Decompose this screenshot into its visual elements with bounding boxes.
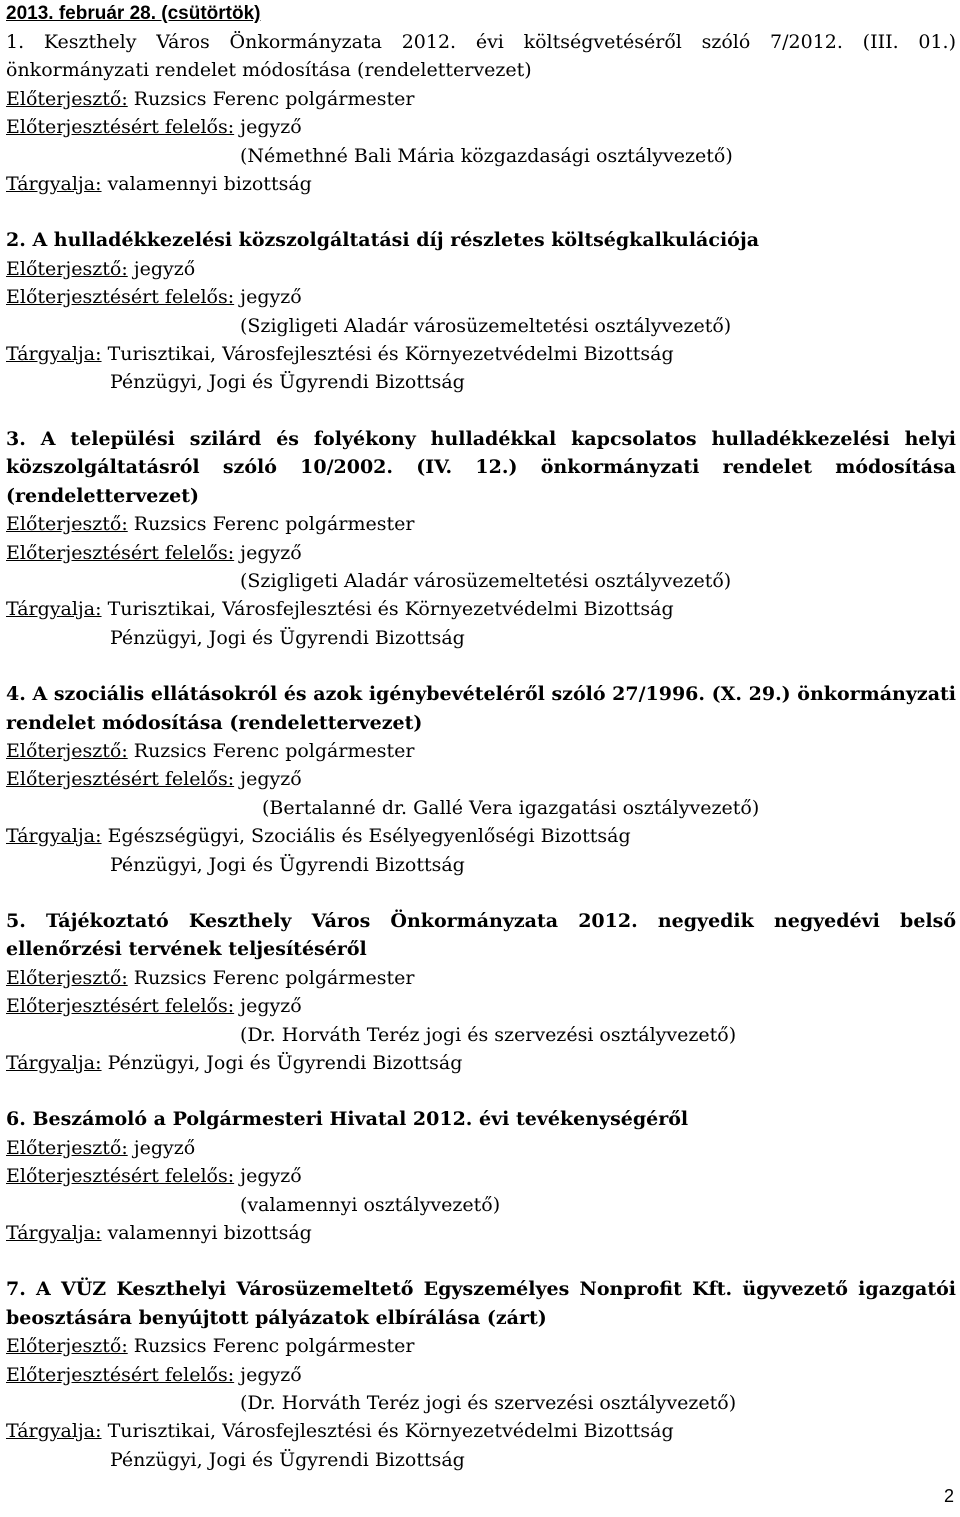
spacer [6,652,956,680]
spacer [6,1247,956,1275]
agenda-item-title: 1. Keszthely Város Önkormányzata 2012. évi költségvetéséről szóló 7/2012. (III. 01.) önkormányzati rendelet módosítása (rendelettervezet) [6,31,956,82]
presenter-label: Előterjesztő: [6,513,128,536]
presenter-value: jegyző [127,257,196,280]
agenda-item-title: 2. A hulladékkezelési közszolgáltatási díj részletes költségkalkulációja [6,229,760,252]
presenter-row [6,1332,956,1360]
spacer [6,397,956,425]
presenter-label: Előterjesztő: [6,87,128,110]
presenter-row [6,737,956,765]
responsible-detail: (Szigligeti Aladár városüzemeltetési osztályvezető) [240,569,732,592]
spacer [6,198,956,226]
presenter-label: Előterjesztő: [6,257,128,280]
responsible-label: Előterjesztésért felelős: [6,995,235,1018]
presenter-row [6,964,956,992]
discussed-value: Turisztikai, Városfejlesztési és Környezetvédelmi Bizottság [101,343,674,366]
presenter-row [6,510,956,538]
spacer [6,879,956,907]
responsible-row [6,283,956,311]
discussed-value: Egészségügyi, Szociális és Esélyegyenlőségi Bizottság [101,825,631,848]
responsible-detail: (Bertalanné dr. Gallé Vera igazgatási osztályvezető) [262,796,760,819]
discussed-extra: Pénzügyi, Jogi és Ügyrendi Bizottság [110,853,465,876]
responsible-value: jegyző [234,1165,302,1188]
presenter-row [6,85,956,113]
responsible-row [6,765,956,793]
agenda-item-2 [6,226,956,396]
discussed-value: Turisztikai, Városfejlesztési és Környezetvédelmi Bizottság [101,1420,674,1443]
discussed-value: valamennyi bizottság [101,1222,312,1245]
agenda-item-title: 3. A települési szilárd és folyékony hulladékkal kapcsolatos hulladékkezelési helyi közszolgáltatásról szóló 10/2002. (IV. 12.) önkormányzati rendelet módosítása (rendelettervezet) [6,427,956,507]
presenter-value: Ruzsics Ferenc polgármester [127,87,415,110]
presenter-value: Ruzsics Ferenc polgármester [127,1335,415,1358]
agenda-item-title: 4. A szociális ellátásokról és azok igénybevételéről szóló 27/1996. (X. 29.) önkormányzati rendelet módosítása (rendelettervezet) [6,683,956,734]
meeting-date: 2013. február 28. (csütörtök) [6,3,261,24]
presenter-value: Ruzsics Ferenc polgármester [127,513,415,536]
responsible-value: jegyző [234,768,302,791]
discussed-label: Tárgyalja: [6,343,102,366]
responsible-detail: (valamennyi osztályvezető) [240,1193,501,1216]
responsible-label: Előterjesztésért felelős: [6,116,235,139]
discussed-row [6,340,956,368]
discussed-row [6,595,956,623]
responsible-row [6,1361,956,1389]
responsible-label: Előterjesztésért felelős: [6,1363,235,1386]
presenter-value: jegyző [127,1136,196,1159]
responsible-row [6,992,956,1020]
responsible-value: jegyző [234,286,302,309]
responsible-value: jegyző [234,1363,302,1386]
spacer [6,1077,956,1105]
responsible-detail: (Dr. Horváth Teréz jogi és szervezési osztályvezető) [240,1023,737,1046]
document-page [6,0,956,1474]
responsible-value: jegyző [234,995,302,1018]
responsible-value: jegyző [234,116,302,139]
presenter-label: Előterjesztő: [6,966,128,989]
responsible-row [6,1162,956,1190]
discussed-row [6,1417,956,1445]
discussed-row [6,1049,956,1077]
page-number: 2 [943,1486,954,1506]
discussed-extra: Pénzügyi, Jogi és Ügyrendi Bizottság [110,1448,465,1471]
presenter-row [6,1134,956,1162]
agenda-item-title: 5. Tájékoztató Keszthely Város Önkormányzata 2012. negyedik negyedévi belső ellenőrzési tervének teljesítéséről [6,909,956,961]
discussed-label: Tárgyalja: [6,1052,102,1074]
responsible-value: jegyző [234,541,302,564]
responsible-detail: (Szigligeti Aladár városüzemeltetési osztályvezető) [240,314,732,337]
presenter-value: Ruzsics Ferenc polgármester [127,739,415,762]
responsible-label: Előterjesztésért felelős: [6,768,235,791]
discussed-label: Tárgyalja: [6,173,102,196]
discussed-extra: Pénzügyi, Jogi és Ügyrendi Bizottság [110,626,465,649]
discussed-value: Turisztikai, Városfejlesztési és Környezetvédelmi Bizottság [101,598,674,621]
presenter-label: Előterjesztő: [6,1136,128,1159]
presenter-value: Ruzsics Ferenc polgármester [127,966,415,989]
discussed-row [6,170,956,198]
agenda-item-6 [6,1105,956,1247]
responsible-detail: (Némethné Bali Mária közgazdasági osztályvezető) [240,144,733,167]
presenter-row [6,255,956,283]
discussed-label: Tárgyalja: [6,598,102,621]
discussed-label: Tárgyalja: [6,1420,102,1443]
responsible-row [6,539,956,567]
agenda-item-title: 6. Beszámoló a Polgármesteri Hivatal 2012. évi tevékenységéről [6,1108,689,1131]
responsible-row [6,113,956,141]
discussed-label: Tárgyalja: [6,825,102,848]
agenda-item-1 [6,28,956,198]
agenda-item-3 [6,425,956,652]
presenter-label: Előterjesztő: [6,1335,128,1358]
agenda-item-title: 7. A VÜZ Keszthelyi Városüzemeltető Egyszemélyes Nonprofit Kft. ügyvezető igazgatói beosztására benyújtott pályázatok elbírálása (zárt) [6,1278,956,1329]
discussed-label: Tárgyalja: [6,1222,102,1245]
discussed-row [6,1219,956,1247]
discussed-row [6,822,956,850]
responsible-label: Előterjesztésért felelős: [6,286,235,309]
responsible-detail: (Dr. Horváth Teréz jogi és szervezési osztályvezető) [240,1392,737,1415]
agenda-item-5 [6,907,956,1077]
agenda-item-4 [6,680,956,879]
presenter-label: Előterjesztő: [6,739,128,762]
discussed-value: Pénzügyi, Jogi és Ügyrendi Bizottság [101,1052,463,1074]
responsible-label: Előterjesztésért felelős: [6,541,235,564]
agenda-item-7 [6,1275,956,1474]
discussed-value: valamennyi bizottság [101,173,312,196]
responsible-label: Előterjesztésért felelős: [6,1165,235,1188]
discussed-extra: Pénzügyi, Jogi és Ügyrendi Bizottság [110,371,465,394]
